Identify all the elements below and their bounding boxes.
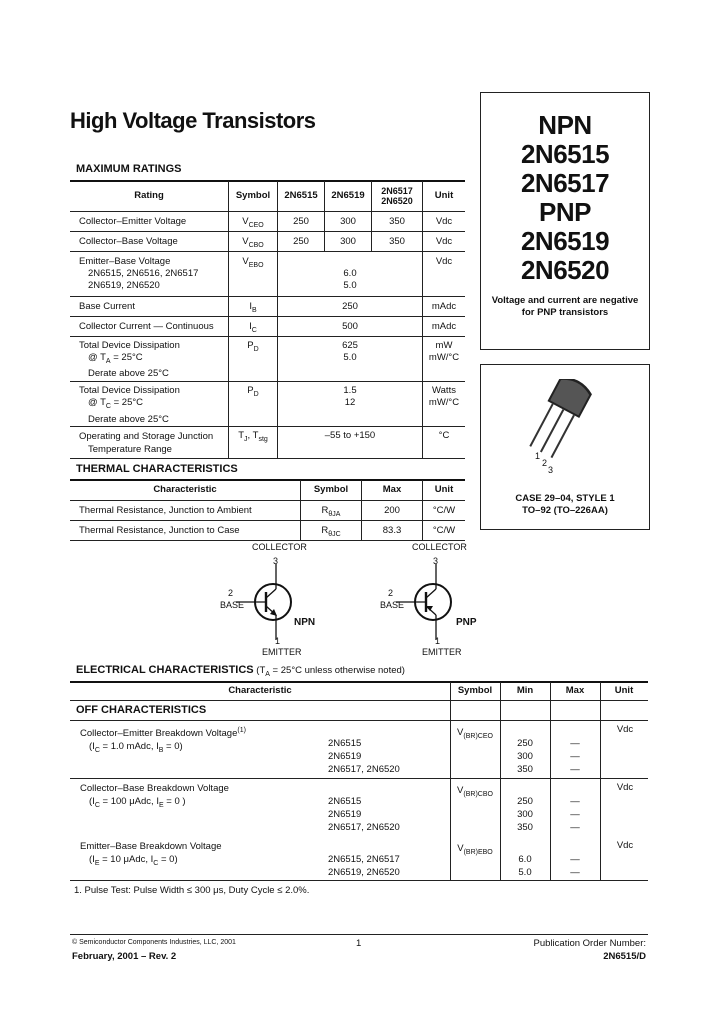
max-ratings-table — [70, 181, 465, 459]
npn-collector-label: COLLECTOR — [252, 542, 307, 552]
table-row: Thermal Resistance, Junction to Case $R_{\theta JC}$ 83.3 °C/W — [70, 520, 465, 540]
publication-label: Publication Order Number: — [533, 938, 646, 949]
pnp-pin-b: 2 — [388, 588, 394, 598]
off-characteristics-heading: OFF CHARACTERISTICS — [76, 704, 207, 716]
pnp-pin-c: 3 — [433, 556, 439, 566]
table-row: Collector–Base Voltage $V_{CBO}$ 250 300 350 Vdc — [70, 231, 465, 251]
col-2n6517-2n6520: 2N6517 2N6520 — [372, 181, 423, 211]
col-unit: Unit — [423, 181, 466, 211]
part-line: 2N6517 — [520, 168, 610, 198]
ec-group-2: Collector–Base Breakdown Voltage ($I_C = 100$ μAdc, $I_E = 0$ ) — [80, 783, 229, 809]
polarity-note-2: for PNP transistors — [521, 307, 609, 318]
table-row: Base Current $I_B$ 250 mAdc — [70, 296, 465, 316]
pnp-base-label: BASE — [380, 600, 405, 610]
table-row: Operating and Storage Junction Temperature Range $T_J$, $T_{stg}$ –55 to +150 °C — [70, 427, 465, 459]
ec-parts: 2N6515 2N6519 2N6517, 2N6520 — [328, 738, 400, 775]
ec-min: 6.0 5.0 — [518, 854, 532, 878]
electrical-heading: ELECTRICAL CHARACTERISTICS ($T_A = 25^\circ C$ unless otherwise noted) — [76, 664, 405, 678]
ec-group-1: Collector–Emitter Breakdown Voltage$^{(1)}$ ($I_C = 1.0$ mAdc, $I_B = 0$) — [80, 727, 246, 755]
npn-pin-c: 3 — [273, 556, 279, 566]
pin-label-3: 3 — [548, 465, 554, 475]
case-label: CASE 29–04, STYLE 1 — [515, 493, 615, 504]
col-2n6515: 2N6515 — [278, 181, 325, 211]
pnp-pin-e: 1 — [435, 636, 441, 646]
ec-min: 250 300 350 — [517, 796, 533, 833]
ec-group-3: Emitter–Base Breakdown Voltage ($I_E = 10$ μAdc, $I_C = 0$) — [80, 841, 222, 867]
ec-symbol: $V_{(BR)CBO}$ — [457, 785, 493, 798]
pnp-emitter-label: EMITTER — [422, 647, 462, 657]
ec-parts: 2N6515 2N6519 2N6517, 2N6520 — [328, 796, 400, 833]
part-line: 2N6520 — [520, 255, 610, 285]
pnp-transistor-icon — [396, 564, 466, 640]
max-ratings-heading: MAXIMUM RATINGS — [76, 163, 182, 175]
package-label: TO–92 (TO–226AA) — [522, 505, 608, 516]
table-row: Collector Current — Continuous $I_C$ 500 mAdc — [70, 316, 465, 336]
thermal-heading: THERMAL CHARACTERISTICS — [76, 463, 238, 475]
pnp-label: PNP — [456, 617, 477, 628]
npn-pin-b: 2 — [228, 588, 234, 598]
col-rating: Rating — [70, 181, 229, 211]
table-row: Thermal Resistance, Junction to Ambient $R_{\theta JA}$ 200 °C/W — [70, 500, 465, 520]
publication-number: 2N6515/D — [603, 951, 646, 962]
polarity-note: Voltage and current are negative — [491, 295, 639, 306]
ec-unit: Vdc — [616, 782, 634, 793]
revision-date: February, 2001 – Rev. 2 — [72, 951, 177, 962]
col-2n6519: 2N6519 — [325, 181, 372, 211]
electrical-header-row: Characteristic Symbol Min Max Unit — [228, 685, 634, 696]
ec-symbol: $V_{(BR)CEO}$ — [457, 727, 493, 740]
ec-max: — — — — [570, 738, 580, 775]
npn-label: NPN — [294, 617, 316, 628]
ec-max: — — — — [570, 796, 580, 833]
table-row: Total Device Dissipation @ $T_A = 25^\circ C$ Derate above 25°C $P_D$ 625 5.0 mW mW/°C — [70, 336, 465, 381]
package-box — [480, 364, 650, 530]
page-title: High Voltage Transistors — [70, 108, 316, 133]
pin-label-1: 1 — [535, 451, 541, 461]
col-symbol: Symbol — [229, 181, 278, 211]
pnp-collector-label: COLLECTOR — [412, 542, 467, 552]
ec-min: 250 300 350 — [517, 738, 533, 775]
ec-unit: Vdc — [616, 724, 634, 735]
part-line: NPN — [538, 110, 592, 140]
part-line: 2N6519 — [520, 226, 610, 256]
npn-pin-e: 1 — [275, 636, 281, 646]
to92-package-icon — [529, 379, 601, 479]
ec-max: — — — [570, 854, 580, 878]
ec-symbol: $V_{(BR)EBO}$ — [457, 843, 493, 856]
pin-label-2: 2 — [542, 458, 548, 468]
npn-emitter-label: EMITTER — [262, 647, 302, 657]
part-line: 2N6515 — [520, 139, 610, 169]
page-number: 1 — [356, 938, 362, 949]
npn-base-label: BASE — [220, 600, 245, 610]
footnote: 1. Pulse Test: Pulse Width ≤ 300 μs, Duty Cycle ≤ 2.0%. — [74, 885, 310, 896]
npn-transistor-icon — [236, 564, 306, 640]
table-row: Total Device Dissipation @ $T_C = 25^\circ C$ Derate above 25°C $P_D$ 1.5 12 Watts mW/°C — [70, 381, 465, 426]
part-line: PNP — [539, 197, 591, 227]
table-row: Emitter–Base Voltage 2N6515, 2N6516, 2N6517 2N6519, 2N6520 $V_{EBO}$ 6.0 5.0 Vdc — [70, 251, 465, 296]
table-row: Collector–Emitter Voltage $V_{CEO}$ 250 300 350 Vdc — [70, 211, 465, 231]
ec-parts: 2N6515, 2N6517 2N6519, 2N6520 — [328, 854, 400, 878]
copyright: © Semiconductor Components Industries, LLC, 2001 — [72, 939, 236, 946]
ec-unit: Vdc — [616, 840, 634, 851]
thermal-table: Characteristic Symbol Max Unit Thermal Resistance, Junction to Ambient $R_{\theta JA}$ 200 °C/W Thermal Resistance, Junction to Case $R_{\theta JC}$ 83.3 °C/W — [70, 480, 465, 541]
part-number-box — [480, 92, 650, 350]
